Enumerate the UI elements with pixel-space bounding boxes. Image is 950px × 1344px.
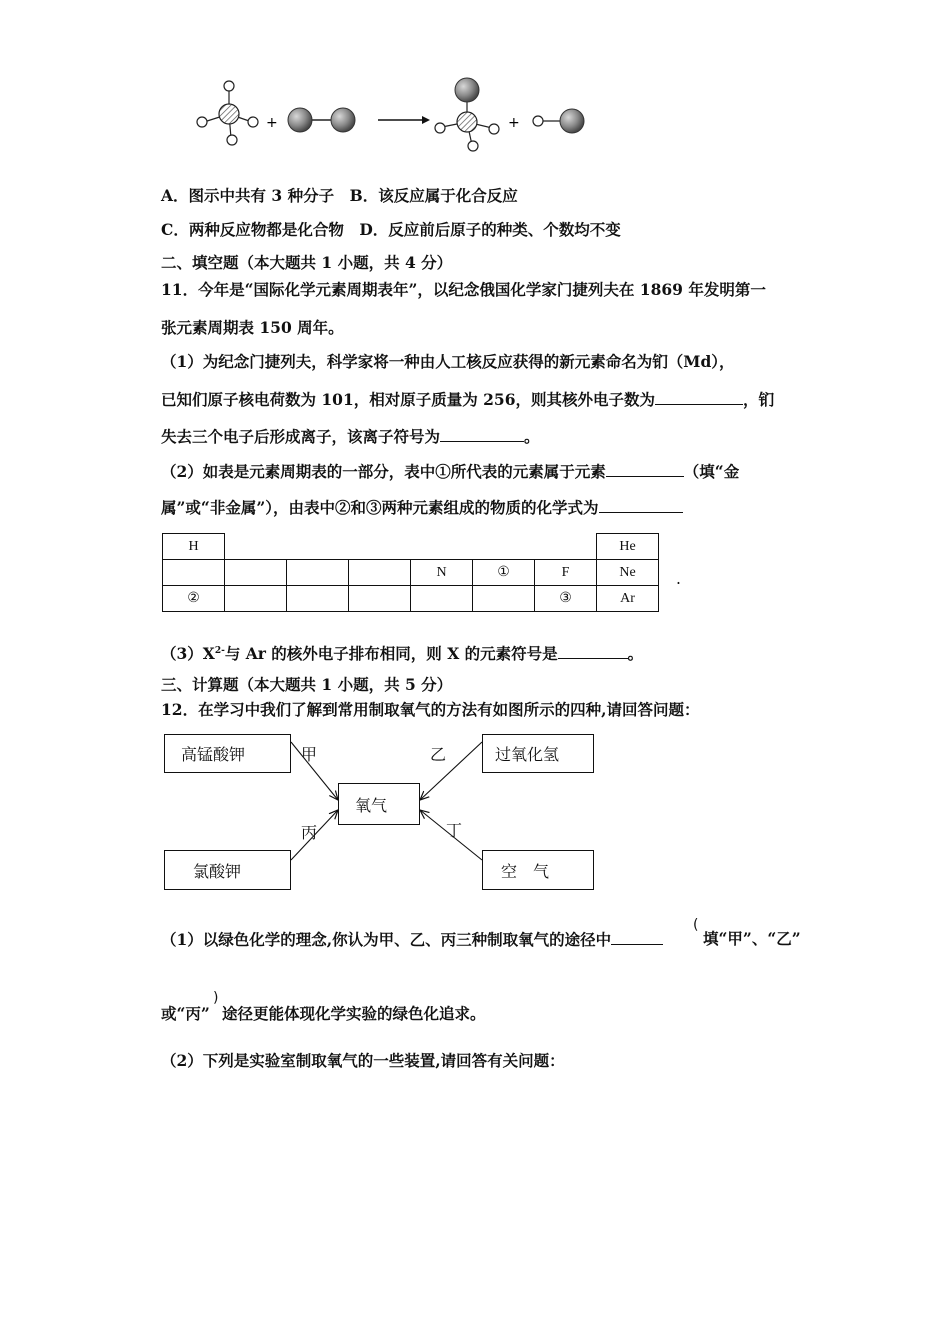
box-hydrogen-peroxide: 过氧化氢 [482, 734, 594, 773]
plus-sign: + [266, 115, 278, 131]
q11-line-2: 张元素周期表 150 周年。 [161, 318, 344, 337]
q11-part2-text-a: （2）如表是元素周期表的一部分，表中①所代表的元素属于元素 [161, 462, 606, 481]
q12-line-1: 12．在学习中我们了解到常用制取氧气的方法有如图所示的四种,请回答问题： [161, 700, 700, 719]
table-cell: Ne [597, 560, 659, 586]
answer-blank-green-route[interactable] [611, 929, 663, 945]
box-oxygen: 氧气 [338, 783, 420, 825]
box-air: 空 气 [482, 850, 594, 890]
open-paren: ( [693, 917, 699, 933]
section-2-heading: 二、填空题（本大题共 1 小题，共 4 分） [161, 253, 453, 272]
plus-sign: + [508, 115, 520, 131]
q12-part1-text-b: 填“甲”、“乙” [703, 929, 801, 948]
table-cell: H [163, 534, 225, 560]
box-potassium-permanganate: 高锰酸钾 [164, 734, 291, 773]
q11-part3-text-a: （3）X [161, 644, 215, 664]
q12-part2-line: （2）下列是实验室制取氧气的一些装置,请回答有关问题： [161, 1051, 565, 1070]
q11-part1-text-b: ，钔 [743, 390, 775, 409]
q12-part1-line-1 [161, 929, 663, 950]
q12-part1-text-d: 途径更能体现化学实验的绿色化追求。 [222, 1004, 486, 1023]
close-paren: ) [213, 990, 219, 1006]
table-cell: Ar [597, 586, 659, 612]
route-label-a: 甲 [301, 745, 318, 764]
route-label-c: 丙 [301, 823, 318, 842]
table-trailing-period: . [676, 570, 681, 588]
route-label-b: 乙 [430, 745, 447, 764]
q11-part3-text-b: 与 Ar 的核外电子排布相同，则 X 的元素符号是 [224, 644, 558, 664]
q11-part1-text-a: 已知们原子核电荷数为 101，相对原子质量为 256，则其核外电子数为 [161, 390, 656, 409]
q11-part1-text-c: 失去三个电子后形成离子，该离子符号为 [161, 427, 441, 446]
table-cell: ③ [535, 586, 597, 612]
q11-part2-text-c: 属”或“非金属”），由表中②和③两种元素组成的物质的化学式为 [161, 498, 599, 517]
q11-part3-text-c: 。 [627, 644, 644, 664]
q11-part2-text-b: （填“金 [683, 462, 740, 481]
table-cell: He [597, 534, 659, 560]
options-line-1: A．图示中共有 3 种分子 B．该反应属于化合反应 [161, 186, 518, 205]
q11-part1-line-1: （1）为纪念门捷列夫，科学家将一种由人工核反应获得的新元素命名为钔（Md）， [161, 352, 735, 371]
route-label-d: 丁 [446, 821, 463, 840]
q12-part1-text-a: （1）以绿色化学的理念,你认为甲、乙、丙三种制取氧气的途径中 [161, 930, 612, 949]
options-line-2: C．两种反应物都是化合物 D．反应前后原子的种类、个数均不变 [161, 220, 621, 239]
q11-line-1: 11．今年是“国际化学元素周期表年”，以纪念俄国化学家门捷列夫在 1869 年发明第一 [161, 280, 766, 299]
q12-part1-text-c: 或“丙” [161, 1004, 210, 1023]
box-potassium-chlorate: 氯酸钾 [164, 850, 291, 890]
table-cell: ① [473, 560, 535, 586]
table-cell: N [411, 560, 473, 586]
section-3-heading: 三、计算题（本大题共 1 小题，共 5 分） [161, 675, 453, 694]
table-cell: F [535, 560, 597, 586]
table-cell: ② [163, 586, 225, 612]
charge-superscript: 2- [214, 646, 225, 656]
q11-part1-text-d: 。 [524, 427, 540, 446]
